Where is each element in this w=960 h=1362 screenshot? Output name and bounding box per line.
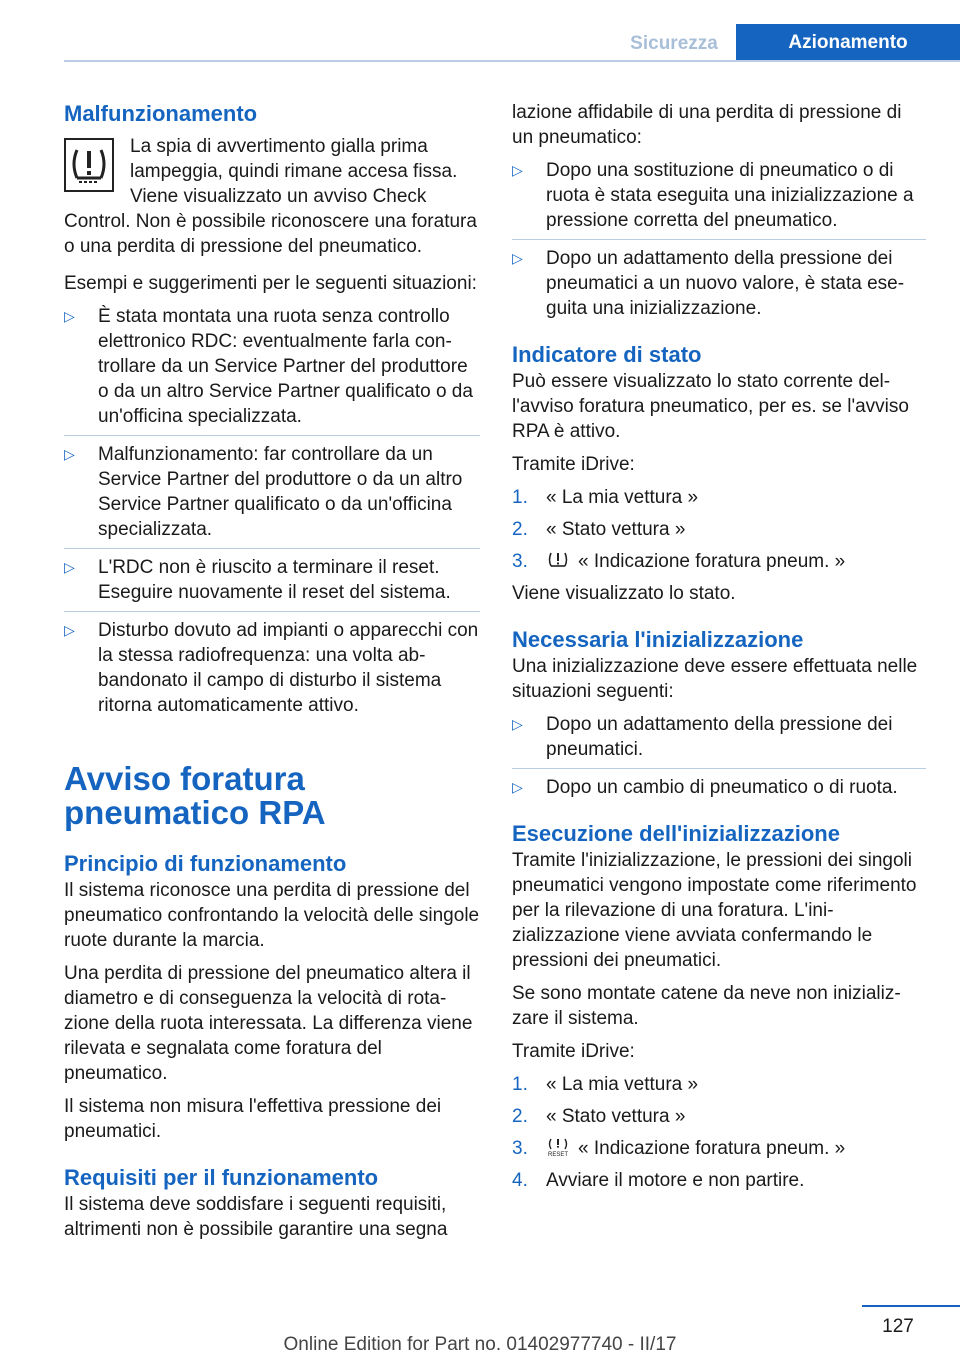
requirements-heading: Requisiti per il funzionamento xyxy=(64,1165,379,1190)
triangle-bullet-icon: ▷ xyxy=(64,446,75,462)
malfunction-heading: Malfunzionamento xyxy=(64,101,258,126)
status-text: Può essere visualizzato lo stato corrente dell'avviso foratura pneumatico, per es. se l'avviso RPA è attivo. xyxy=(512,371,909,442)
init-exec-text: Tramite l'inizializzazione, le pressioni dei singoli pneumatici vengono impostate come riferimento per la rilevazione di una foratura. L'inizializzazione viene avviata confermando le pressioni dei pneumatici. xyxy=(512,850,917,971)
list-item: 2. « Stato vettura » xyxy=(512,519,686,540)
requirements-text: Il sistema deve soddisfare i seguenti requisiti, altrimenti non è possibile garantire una segna xyxy=(64,1194,448,1240)
section-tab-sicurezza: Sicurezza xyxy=(630,33,718,54)
tire-warning-small-icon xyxy=(546,550,570,570)
left-column xyxy=(64,100,480,1242)
principle-text-3: Il sistema non misura l'effettiva pressione dei pneumatici. xyxy=(64,1096,442,1142)
init-need-heading: Necessaria l'inizializzazione xyxy=(512,627,804,652)
list-divider xyxy=(64,435,480,436)
examples-intro: Esempi e suggerimenti per le seguenti situazioni: xyxy=(64,273,477,294)
triangle-bullet-icon: ▷ xyxy=(512,250,523,266)
list-item: ▷ L'RDC non è riuscito a terminare il reset. Eseguire nuovamente il reset del sistema. xyxy=(64,557,451,603)
principle-text-2: Una perdita di pressione del pneumatico altera il diametro e di conseguenza la velocità di rotazione della ruota interessata. La differenza viene rilevata e segnalata come foratura del pneumatico. xyxy=(64,963,473,1084)
header-rule xyxy=(64,60,960,62)
status-heading: Indicatore di stato xyxy=(512,342,702,367)
list-item: 4. Avviare il motore e non partire. xyxy=(512,1170,805,1191)
via-idrive-label-2: Tramite iDrive: xyxy=(512,1041,635,1062)
init-need-text: Una inizializzazione deve essere effettuata nelle situazioni seguenti: xyxy=(512,656,918,702)
list-item: 3. RESET « Indicazione foratura pneum. » xyxy=(512,1138,846,1159)
list-item: ▷ Dopo un adattamento della pressione dei pneumatici. xyxy=(512,714,893,760)
list-item: ▷ Disturbo dovuto ad impianti o apparecchi con la stessa radiofrequenza: una volta abbandonato il campo di disturbo il sistema ritorna automaticamente attivo. xyxy=(64,620,479,716)
right-column xyxy=(512,100,926,1200)
list-item: ▷ Dopo una sostituzione di pneumatico o di ruota è stata eseguita una inizializzazione a pressione corretta del pneumatico. xyxy=(512,160,914,231)
rpa-heading: Avviso foratura pneumatico RPA xyxy=(64,760,326,831)
list-item: ▷ Dopo un adattamento della pressione dei pneumatici a un nuovo valore, è stata eseguita una inizializzazione. xyxy=(512,248,905,319)
list-item: ▷ Malfunzionamento: far controllare da un Service Partner del produttore o da un altro Service Partner qualificato o da un'officina specializzata. xyxy=(64,444,463,540)
via-idrive-label: Tramite iDrive: xyxy=(512,454,635,475)
list-divider xyxy=(64,611,480,612)
footer-rule xyxy=(862,1305,960,1307)
triangle-bullet-icon: ▷ xyxy=(64,622,75,638)
list-item: 1. « La mia vettura » xyxy=(512,487,699,508)
triangle-bullet-icon: ▷ xyxy=(64,559,75,575)
triangle-bullet-icon: ▷ xyxy=(512,716,523,732)
triangle-bullet-icon: ▷ xyxy=(512,779,523,795)
svg-text:RESET: RESET xyxy=(547,1152,569,1157)
status-result: Viene visualizzato lo stato. xyxy=(512,583,736,604)
section-tab-azionamento: Azionamento xyxy=(736,24,960,62)
list-item: 1. « La mia vettura » xyxy=(512,1074,699,1095)
malfunction-block xyxy=(64,134,480,259)
list-divider xyxy=(64,548,480,549)
principle-heading: Principio di funzionamento xyxy=(64,851,347,876)
principle-text-1: Il sistema riconosce una perdita di pressione del pneumatico confrontando la velocità delle singole ruote durante la marcia. xyxy=(64,880,480,951)
list-divider xyxy=(512,239,926,240)
tire-reset-icon xyxy=(546,1137,570,1157)
page-number: 127 xyxy=(882,1316,914,1337)
init-exec-heading: Esecuzione dell'inizializzazione xyxy=(512,821,840,846)
list-item: ▷ Dopo un cambio di pneumatico o di ruota. xyxy=(512,777,898,798)
triangle-bullet-icon: ▷ xyxy=(512,162,523,178)
list-item: 2. « Stato vettura » xyxy=(512,1106,686,1127)
list-item: 3. « Indicazione foratura pneum. » xyxy=(512,551,846,572)
list-divider xyxy=(512,768,926,769)
malfunction-text: La spia di avvertimento gialla prima lampeggia, quindi rimane accesa fissa. Viene visualizzato un avviso Check Control. Non è possibile riconoscere una foratura o una perdita di pressione del pneumatico. xyxy=(64,136,477,257)
list-item: ▷ È stata montata una ruota senza controllo elettronico RDC: eventualmente farla controllare da un Service Partner del produttore o da un altro Service Partner qualificato o da un'officina specializzata. xyxy=(64,306,473,427)
page-header xyxy=(0,0,960,62)
triangle-bullet-icon: ▷ xyxy=(64,308,75,324)
edition-footer: Online Edition for Part no. 01402977740 - II/17 xyxy=(283,1334,677,1355)
requirements-continued: lazione affidabile di una perdita di pressione di un pneumatico: xyxy=(512,102,902,148)
tire-pressure-warning-icon xyxy=(64,138,114,192)
init-exec-chains: Se sono montate catene da neve non inizializzare il sistema. xyxy=(512,983,901,1029)
